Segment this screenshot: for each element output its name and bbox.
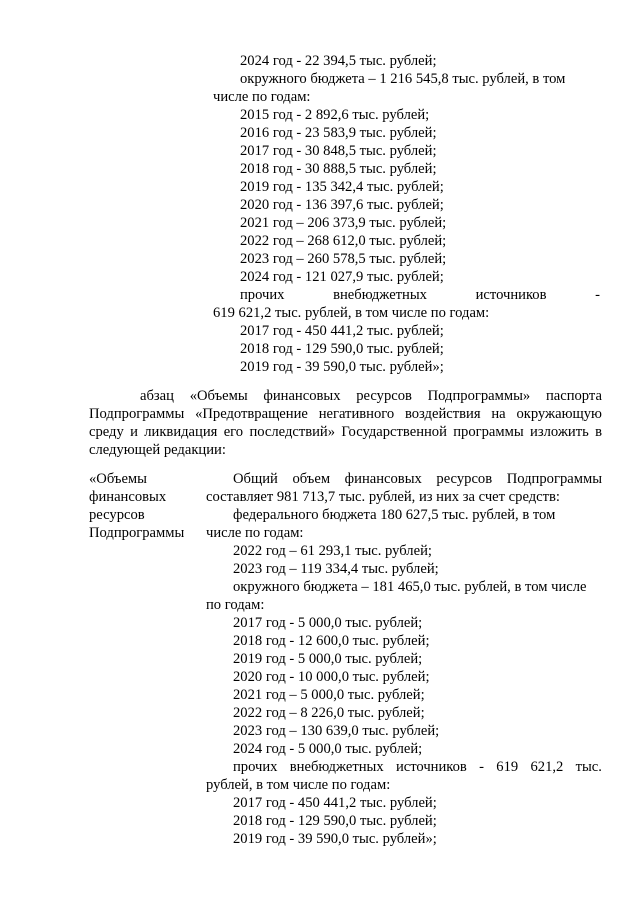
total-line (233, 471, 602, 488)
word: и (130, 424, 138, 440)
paragraph-line (89, 406, 602, 423)
federal-budget-line-cont: числе по годам: (206, 525, 304, 541)
word: финансовых (263, 388, 341, 404)
table-label: ресурсов (89, 507, 145, 523)
word: на (491, 406, 506, 422)
word: прочих (240, 287, 285, 303)
word: ликвидация (144, 424, 218, 440)
word: финансовых (344, 471, 422, 487)
word: внебюджетных (289, 759, 384, 775)
year-line: 2018 год - 30 888,5 тыс. рублей; (240, 161, 437, 177)
okr-budget-line: окружного бюджета – 181 465,0 тыс. рублей, в том числе (233, 579, 587, 595)
word: его (223, 424, 244, 440)
okr-budget-line-cont: числе по годам: (213, 89, 311, 105)
year-line: 2017 год - 30 848,5 тыс. рублей; (240, 143, 437, 159)
year-line: 2019 год - 39 590,0 тыс. рублей»; (240, 359, 444, 375)
year-line: 2017 год - 5 000,0 тыс. рублей; (233, 615, 423, 631)
other-sources-line-cont: 619 621,2 тыс. рублей, в том числе по годам: (213, 305, 490, 321)
word: абзац (140, 388, 174, 404)
table-label: Подпрограммы (89, 525, 185, 541)
year-line: 2016 год - 23 583,9 тыс. рублей; (240, 125, 437, 141)
year-line: 2020 год - 10 000,0 тыс. рублей; (233, 669, 430, 685)
table-label: «Объемы (89, 471, 147, 487)
year-line: 2019 год - 135 342,4 тыс. рублей; (240, 179, 444, 195)
other-sources-line (233, 759, 602, 776)
word: тыс. (575, 759, 602, 775)
word: ресурсов (356, 388, 412, 404)
year-line: 2018 год - 129 590,0 тыс. рублей; (233, 813, 437, 829)
paragraph-line (89, 424, 602, 441)
paragraph-line (140, 388, 602, 405)
word: в (595, 424, 602, 440)
word: «Объемы (189, 388, 248, 404)
word: негативного (318, 406, 395, 422)
word: изложить (530, 424, 589, 440)
word: внебюджетных (333, 287, 427, 303)
word: объем (292, 471, 331, 487)
total-line-cont: составляет 981 713,7 тыс. рублей, из них за счет средств: (206, 489, 560, 505)
word: последствий» (249, 424, 336, 440)
word: паспорта (545, 388, 602, 404)
okr-budget-line-cont: по годам: (206, 597, 265, 613)
word: прочих (233, 759, 278, 775)
word: Общий (233, 471, 278, 487)
year-line: 2017 год - 450 441,2 тыс. рублей; (233, 795, 437, 811)
word: 619 (496, 759, 519, 775)
word: Подпрограммы (506, 471, 602, 487)
year-line: 2018 год - 129 590,0 тыс. рублей; (240, 341, 444, 357)
year-line: 2024 год - 121 027,9 тыс. рублей; (240, 269, 444, 285)
word: - (479, 759, 484, 775)
year-line: 2022 год – 8 226,0 тыс. рублей; (233, 705, 425, 721)
word: источников (475, 287, 547, 303)
okr-budget-line: окружного бюджета – 1 216 545,8 тыс. рублей, в том (240, 71, 566, 87)
year-line: 2021 год – 206 373,9 тыс. рублей; (240, 215, 447, 231)
year-line: 2018 год - 12 600,0 тыс. рублей; (233, 633, 430, 649)
word: окружающую (516, 406, 602, 422)
year-line: 2023 год – 130 639,0 тыс. рублей; (233, 723, 440, 739)
year-line: 2024 год - 5 000,0 тыс. рублей; (233, 741, 423, 757)
other-sources-line (240, 287, 600, 304)
word: ресурсов (436, 471, 493, 487)
word: - (595, 287, 600, 303)
word: программы (453, 424, 524, 440)
year-line: 2019 год - 39 590,0 тыс. рублей»; (233, 831, 437, 847)
word: «Предотвращение (195, 406, 308, 422)
word: воздействия (404, 406, 481, 422)
word: 621,2 (530, 759, 564, 775)
year-line: 2020 год - 136 397,6 тыс. рублей; (240, 197, 444, 213)
year-line: 2017 год - 450 441,2 тыс. рублей; (240, 323, 444, 339)
table-label: финансовых (89, 489, 167, 505)
year-line: 2015 год - 2 892,6 тыс. рублей; (240, 107, 430, 123)
year-line: 2021 год – 5 000,0 тыс. рублей; (233, 687, 425, 703)
word: Подпрограммы (89, 406, 185, 422)
federal-budget-line: федерального бюджета 180 627,5 тыс. рублей, в том (233, 507, 556, 523)
word: среду (89, 424, 124, 440)
paragraph-line: следующей редакции: (89, 442, 226, 458)
year-line: 2022 год – 268 612,0 тыс. рублей; (240, 233, 447, 249)
other-sources-line-cont: рублей, в том числе по годам: (206, 777, 391, 793)
word: источников (395, 759, 467, 775)
year-line: 2022 год – 61 293,1 тыс. рублей; (233, 543, 432, 559)
year-line: 2023 год – 119 334,4 тыс. рублей; (233, 561, 439, 577)
word: Государственной (341, 424, 447, 440)
year-line: 2023 год – 260 578,5 тыс. рублей; (240, 251, 447, 267)
year-line: 2024 год - 22 394,5 тыс. рублей; (240, 53, 437, 69)
year-line: 2019 год - 5 000,0 тыс. рублей; (233, 651, 423, 667)
word: Подпрограммы» (427, 388, 531, 404)
